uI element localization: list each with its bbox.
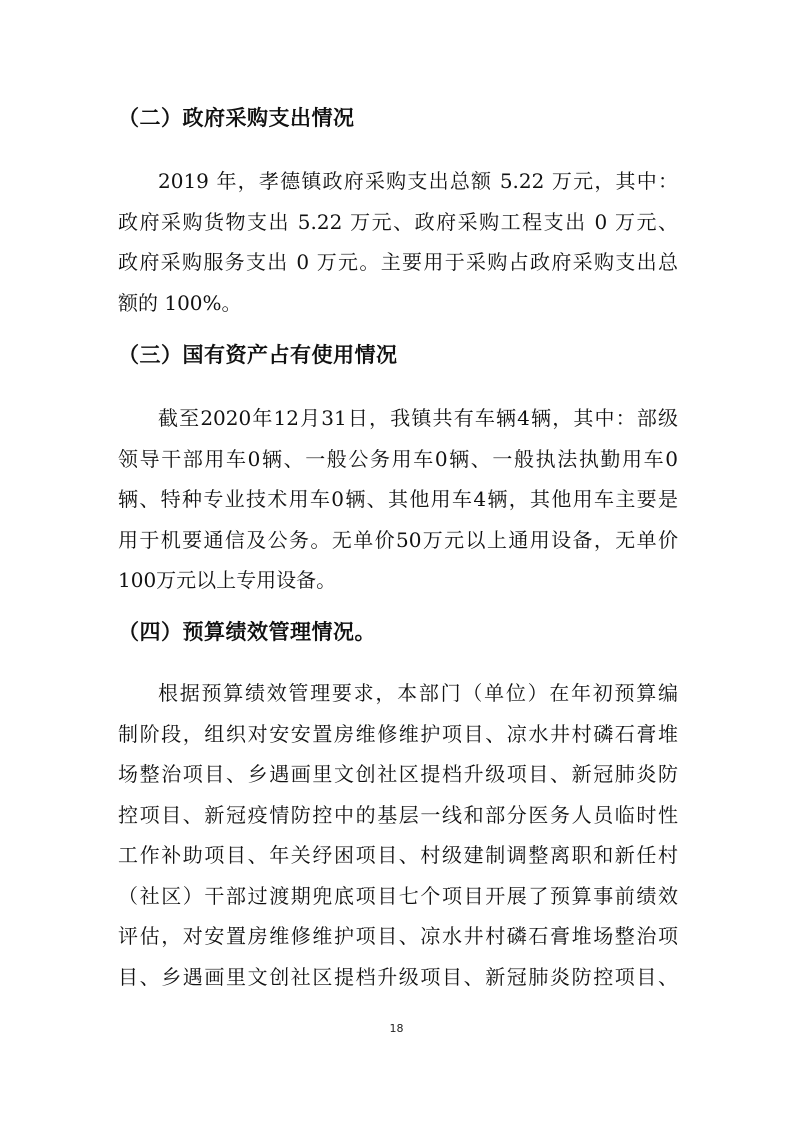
paragraph-line: （社区）干部过渡期兜底项目七个项目开展了预算事前绩效	[118, 883, 678, 908]
paragraph-line: 100万元以上专用设备。	[118, 568, 337, 592]
paragraph-line: 领导干部用车0辆、一般公务用车0辆、一般执法执勤用车0	[118, 446, 678, 471]
paragraph-line: 2019 年，孝德镇政府采购支出总额 5.22 万元，其中：	[158, 169, 678, 193]
paragraph-line: 用于机要通信及公务。无单价50万元以上通用设备，无单价	[118, 527, 678, 552]
paragraph-state-assets	[118, 398, 678, 601]
page-number: 18	[389, 1022, 404, 1035]
paragraph-line: 场整治项目、乡遇画里文创社区提档升级项目、新冠肺炎防	[118, 762, 678, 786]
paragraph-line: 政府采购服务支出 0 万元。主要用于采购占政府采购支出总	[118, 250, 678, 274]
paragraph-performance	[118, 673, 678, 997]
paragraph-procurement	[118, 161, 678, 323]
paragraph-line: 目、乡遇画里文创社区提档升级项目、新冠肺炎防控项目、	[118, 964, 678, 989]
paragraph-line: 辆、特种专业技术用车0辆、其他用车4辆，其他用车主要是	[118, 487, 678, 511]
paragraph-line: 政府采购货物支出 5.22 万元、政府采购工程支出 0 万元、	[118, 209, 678, 234]
section-heading-procurement: （二）政府采购支出情况	[118, 106, 355, 130]
paragraph-line: 控项目、新冠疫情防控中的基层一线和部分医务人员临时性	[118, 802, 678, 827]
section-heading-performance: （四）预算绩效管理情况。	[118, 620, 376, 644]
paragraph-line: 额的 100%。	[118, 290, 242, 315]
paragraph-line: 根据预算绩效管理要求，本部门（单位）在年初预算编	[158, 681, 678, 705]
paragraph-line: 工作补助项目、年关纾困项目、村级建制调整离职和新任村	[118, 843, 678, 867]
section-heading-state-assets: （三）国有资产占有使用情况	[118, 343, 398, 367]
paragraph-line: 评估，对安置房维修维护项目、凉水井村磷石膏堆场整治项	[118, 924, 678, 948]
paragraph-line: 制阶段，组织对安安置房维修维护项目、凉水井村磷石膏堆	[118, 721, 678, 746]
paragraph-line: 截至2020年12月31日，我镇共有车辆4辆，其中：部级	[158, 406, 678, 430]
